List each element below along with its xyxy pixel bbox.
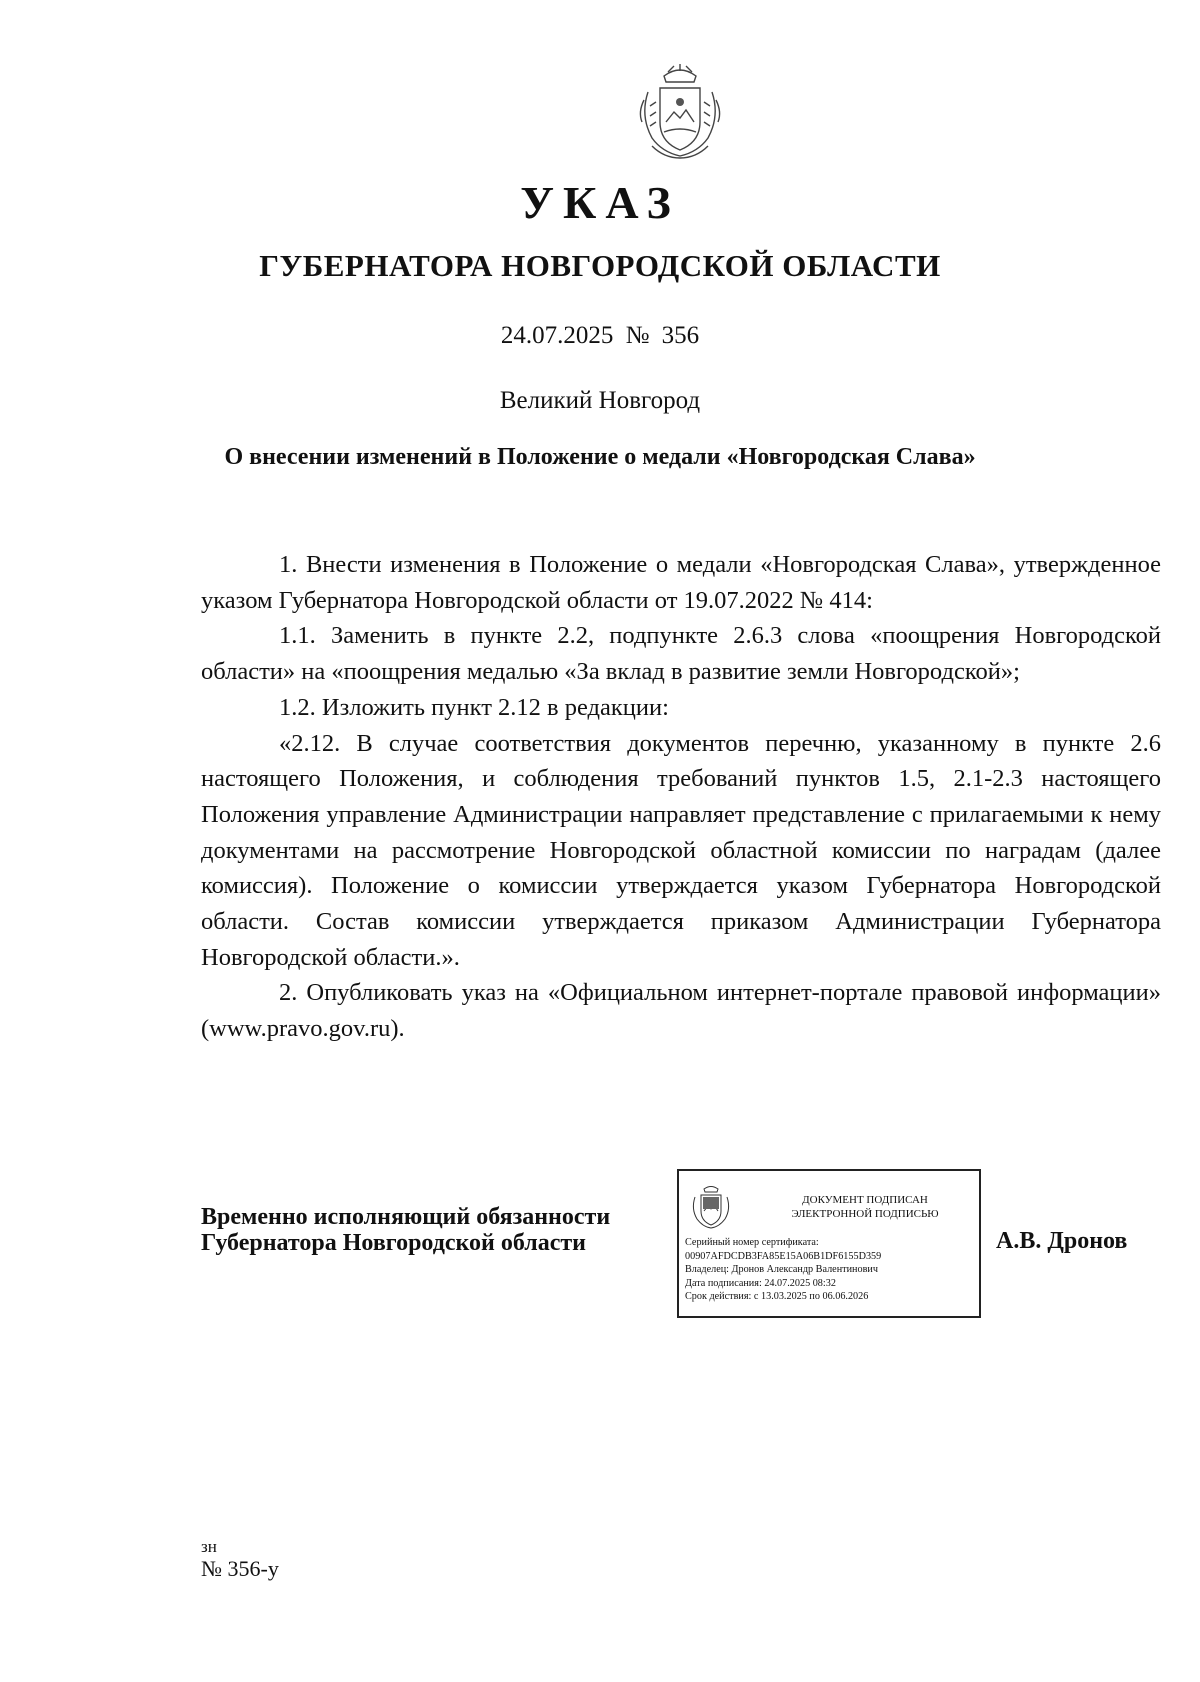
stamp-heading-line-2: ЭЛЕКТРОННОЙ ПОДПИСЬЮ (791, 1208, 939, 1220)
city: Великий Новгород (499, 387, 701, 414)
stamp-owner: Владелец: Дронов Александр Валентинович (685, 1264, 878, 1276)
document-title: УКАЗ (520, 177, 680, 228)
paragraph-2: 2. Опубликовать указ на «Официальном интернет-портале правовой информации» (www.pravo.gov.ru). (201, 979, 1161, 1043)
date-and-number: 24.07.2025 № 356 (500, 322, 700, 349)
stamp-validity: Срок действия: с 13.03.2025 по 06.06.2026 (685, 1291, 869, 1303)
document-subject: О внесении изменений в Положение о медали «Новгородская Слава» (224, 444, 976, 470)
stamp-details (685, 1236, 881, 1304)
executor-code: зн (201, 1537, 217, 1556)
signatory-position-line-2: Губернатора Новгородской области (201, 1230, 587, 1256)
footer (201, 1538, 279, 1582)
stamp-heading-line-1: ДОКУМЕНТ ПОДПИСАН (802, 1194, 928, 1206)
stamp-signed-date: Дата подписания: 24.07.2025 08:32 (685, 1277, 836, 1289)
coat-of-arms-icon (634, 62, 726, 162)
paragraph-1-1: 1.1. Заменить в пункте 2.2, подпункте 2.6.3 слова «поощрения Новгородской области» на «поощрения медалью «За вклад в развитие земли Новгородской»; (201, 622, 1161, 686)
signatory-position (201, 1204, 610, 1256)
coat-of-arms-icon (689, 1183, 733, 1229)
signatory-position-line-1: Временно исполняющий обязанности (201, 1204, 611, 1230)
signatory-name: А.В. Дронов (996, 1228, 1128, 1254)
stamp-serial-number: 00907AFDCDB3FA85E15A06B1DF6155D359 (685, 1250, 882, 1262)
stamp-serial-label: Серийный номер сертификата: (685, 1237, 819, 1248)
paragraph-2-12-text: «2.12. В случае соответствия документов перечню, указанному в пункте 2.6 настоящего Положения, и соблюдения требований пунктов 1.5, 2.1-2.3 настоящего Положения управление Администрации направляет представление с прилагаемыми к нему документами на рассмотрение Новгородской областной комиссии по наградам (далее комиссия). Положение о комиссии утверждается указом Губернатора Новгородской области. Состав комиссии утверждается приказом Администрации Губернатора Новгородской области.». (201, 729, 1161, 971)
electronic-signature-stamp (677, 1169, 981, 1318)
issuer-heading: ГУБЕРНАТОРА НОВГОРОДСКОЙ ОБЛАСТИ (259, 248, 941, 283)
paragraph-1-2: 1.2. Изложить пункт 2.12 в редакции: (279, 693, 669, 721)
stamp-heading (759, 1193, 971, 1221)
registration-number: № 356-у (201, 1556, 279, 1581)
document-body (201, 547, 1161, 1047)
paragraph-1: 1. Внести изменения в Положение о медали «Новгородская Слава», утвержденное указом Губернатора Новгородской области от 19.07.2022 № 414: (201, 551, 1161, 614)
